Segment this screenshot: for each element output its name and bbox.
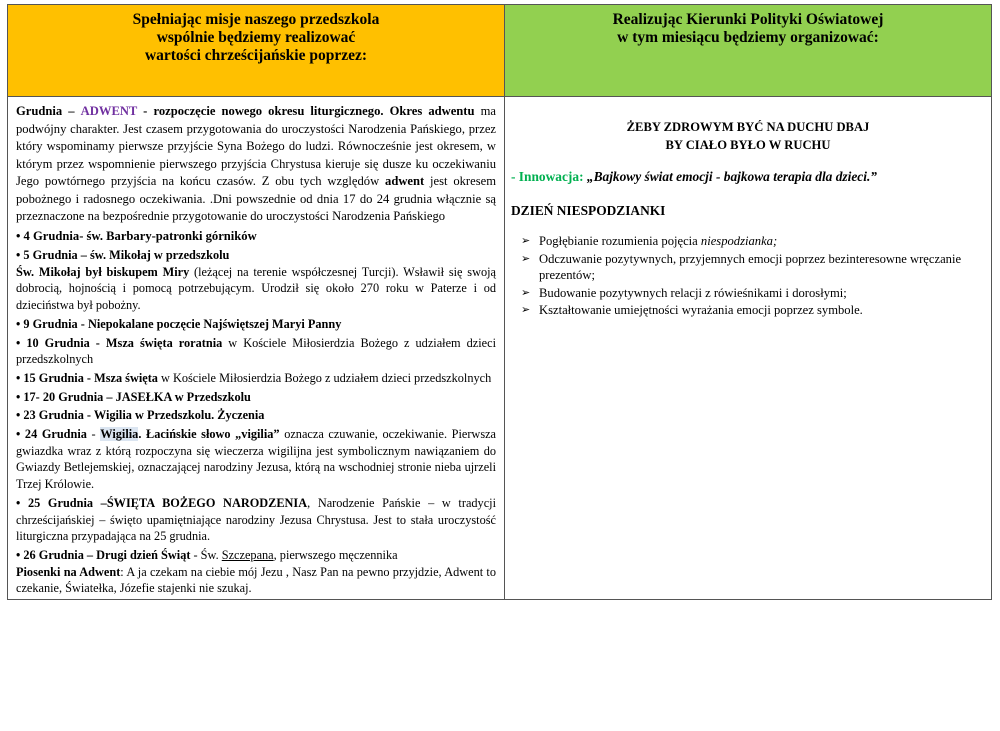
wigilia24-word: Wigilia (100, 427, 139, 442)
swieta-bold: • 25 Grudnia –ŚWIĘTA BOŻEGO NARODZENIA (16, 495, 308, 510)
wigilia24-text: oznacza czuwanie, oczekiwanie. Pierwsza gwiazdka wraz z którą rozpoczyna się wieczerza wigilijna jest symbolicznym nawiązaniem do Gwiazdy Betlejemskiej, oznaczającej narodziny Jezusa, którą na wschodniej stronie nieba ujrzeli Trzej Królowie. (16, 427, 497, 492)
goal-1-italic: niespodzianka; (700, 234, 778, 248)
innovation (511, 168, 985, 186)
plan-table (7, 4, 992, 600)
header-right-line1: Realizując Kierunki Polityki Oświatowej (612, 11, 884, 28)
goal-item (521, 233, 985, 250)
drugi-underlined: Szczepana (221, 547, 274, 562)
advent-body2: jest okresem pobożnego i radosnego oczekiwania. .Dni powszednie od dnia 17 do 24 grudnia włącznie są przeznaczone na bezpośrednie przygotowanie do uroczystości Narodzenia Pańskiego (16, 174, 497, 223)
goals-list (521, 233, 985, 319)
header-left-line1: Spełniając misje naszego przedszkola (132, 11, 380, 28)
mikolaj-title: • 5 Grudnia – św. Mikołaj w przedszkolu (16, 248, 230, 262)
wigilia24-dash: - (86, 427, 101, 442)
roratnia-text: w Kościele Miłosierdzia Bożego z udziałem dzieci przedszkolnych (16, 335, 496, 367)
header-right-line2: w tym miesiącu będziemy organizować: (617, 29, 879, 46)
advent-body1: ma podwójny charakter. Jest czasem przygotowania do uroczystości Narodzenia Pańskiego, przez który wspominamy pierwsze przyjście Syna Bożego do ludzi. Równocześnie jest okresem, w którym przez wspomnienie pierwszego przyjścia Chrystusa kieruje się dusze ku oczekiwaniu Jego powtórnego przyjścia na końcu czasów. Z obu tych względów (16, 104, 496, 188)
innovation-title: „Bajkowy świat emocji - bajkowa terapia dla dzieci.” (583, 169, 877, 184)
advent-word: ADWENT (80, 104, 138, 118)
wigilia24-item (16, 426, 496, 493)
advent-paragraph (16, 103, 496, 226)
wigilia23-item (16, 407, 496, 424)
mikolaj-text: (leżącej na terenie współczesnej Turcji). Wsławił się swoją dobrocią, hojnością i pomocą potrzebującym. Urodził się około 270 roku w Paterze i od dzieciństwa był pobożny. (16, 264, 496, 313)
swieta-item (16, 495, 496, 545)
barbara-item (16, 228, 496, 246)
advent-bold: adwent (385, 174, 425, 188)
goal-item: ➢ Budowanie pozytywnych relacji z rówieśnikami i dorosłymi; (521, 285, 985, 302)
header-left-line2: wspólnie będziemy realizować (156, 29, 356, 46)
wigilia24-bold2: . Łacińskie słowo „vigilia” (138, 427, 280, 442)
slogan-line1: ŻEBY ZDROWYM BYĆ NA DUCHU DBAJ (626, 120, 870, 134)
mikolaj-bold: Św. Mikołaj był biskupem Miry (16, 264, 190, 279)
goal-item: ➢ Kształtowanie umiejętności wyrażania emocji poprzez symbole. (521, 302, 985, 319)
advent-okres: Okres adwentu (389, 104, 475, 118)
wigilia23-text: • 23 Grudnia - Wigilia w Przedszkolu. Życzenia (16, 408, 265, 423)
barbara-text: • 4 Grudnia- św. Barbary-patronki górników (16, 228, 257, 243)
slogan-line2: BY CIAŁO BYŁO W RUCHU (665, 137, 831, 152)
swieta-text: , Narodzenie Pańskie – w tradycji chrześcijańskiej – święto upamiętniające narodziny Jezusa Chrystusa. Jest to stała uroczystość liturgiczna przypadająca na 25 grudnia. (16, 495, 496, 544)
header-right (505, 5, 992, 97)
goal-1-text: Pogłębianie rozumienia pojęcia (539, 234, 701, 248)
wigilia24-lead: • 24 Grudnia (16, 427, 87, 442)
niepokalane-text: • 9 Grudnia - Niepokalane poczęcie Najświętszej Maryi Panny (16, 316, 342, 331)
piosenki-bold: Piosenki na Adwent (16, 564, 121, 579)
right-content (505, 97, 992, 600)
drugi-text1: - Św. (190, 547, 222, 562)
jaselka-text: • 17- 20 Grudnia – JASEŁKA w Przedszkolu (16, 389, 251, 404)
section-title: DZIEŃ NIESPODZIANKI (511, 202, 666, 218)
drugi-item (16, 547, 496, 597)
left-content (8, 97, 505, 600)
msza15-bold: • 15 Grudnia - Msza święta (16, 370, 158, 385)
innovation-label: - Innowacja: (511, 169, 584, 184)
drugi-bold: • 26 Grudnia – Drugi dzień Świąt (16, 547, 191, 562)
mikolaj-item (16, 247, 496, 314)
msza15-item (16, 370, 496, 387)
advent-rest: - rozpoczęcie nowego okresu liturgicznego. (137, 104, 384, 118)
msza15-text: w Kościele Miłosierdzia Bożego z udziałem dzieci przedszkolnych (157, 370, 492, 385)
roratnia-item (16, 335, 496, 368)
drugi-text2: , pierwszego męczennika (273, 547, 398, 562)
header-left-line3: wartości chrześcijańskie poprzez: (144, 47, 368, 64)
piosenki-text: : A ja czekam na ciebie mój Jezu , Nasz Pan na pewno przyjdzie, Adwent to czekanie, Światełka, Józefie stajenki nie szukaj. (16, 564, 496, 596)
goal-item: ➢ Odczuwanie pozytywnych, przyjemnych emocji poprzez bezinteresowne wręczanie prezentów; (521, 251, 985, 284)
header-left (8, 5, 505, 97)
advent-month: Grudnia – (16, 104, 75, 118)
niepokalane-item (16, 316, 496, 333)
jaselka-item (16, 389, 496, 406)
roratnia-bold: • 10 Grudnia - Msza święta roratnia (16, 335, 223, 350)
slogan (511, 119, 985, 154)
